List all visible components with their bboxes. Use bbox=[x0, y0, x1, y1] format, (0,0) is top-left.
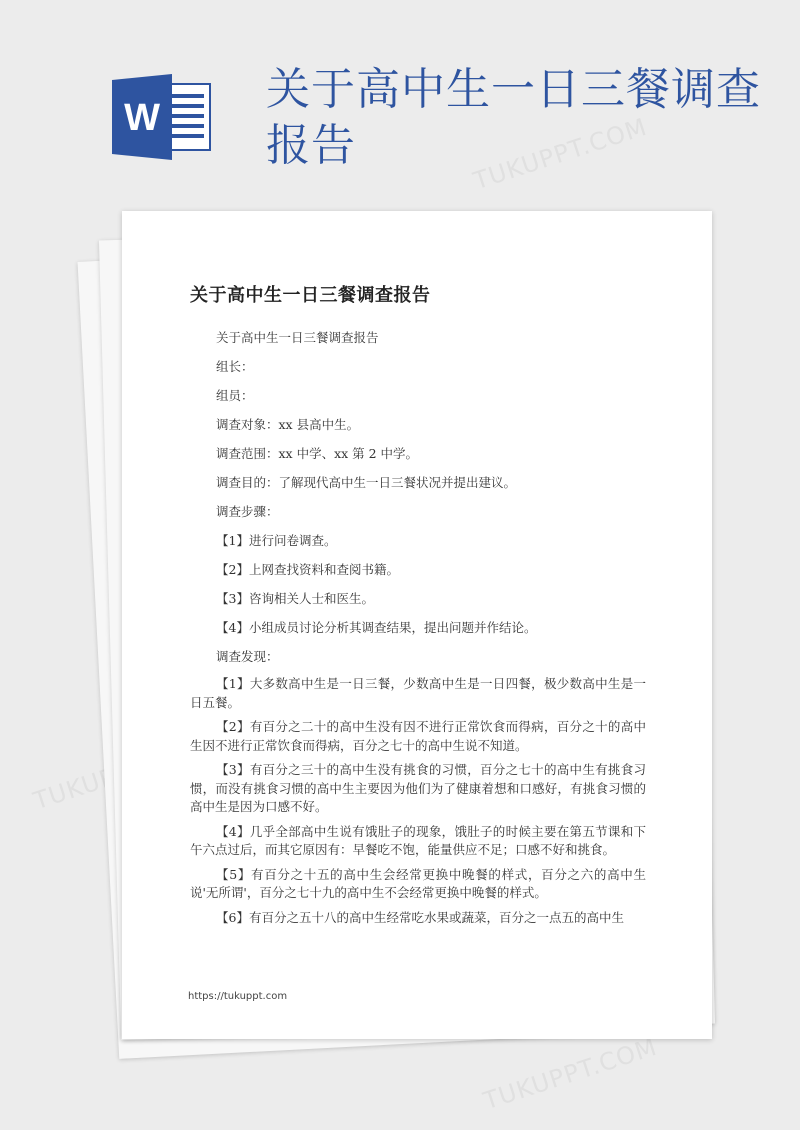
body-line: 【4】小组成员讨论分析其调查结果，提出问题并作结论。 bbox=[216, 620, 537, 635]
document-body bbox=[190, 323, 646, 933]
finding-paragraph: 【4】几乎全部高中生说有饿肚子的现象，饿肚子的时候主要在第五节课和下午六点过后，而其它原因有：早餐吃不饱，能量供应不足；口感不好和挑食。 bbox=[190, 823, 646, 857]
body-line: 【2】上网查找资料和查阅书籍。 bbox=[216, 562, 399, 577]
finding-paragraph: 【2】有百分之二十的高中生没有因不进行正常饮食而得病，百分之十的高中生因不进行正常饮食而得病，百分之七十的高中生说不知道。 bbox=[190, 719, 646, 753]
finding-paragraph: 【1】大多数高中生是一日三餐，少数高中生是一日四餐，极少数高中生是一日五餐。 bbox=[190, 676, 646, 710]
body-line: 调查对象：xx 县高中生。 bbox=[216, 417, 360, 432]
body-line: 关于高中生一日三餐调查报告 bbox=[216, 330, 379, 345]
finding-paragraph: 【6】有百分之五十八的高中生经常吃水果或蔬菜，百分之一点五的高中生 bbox=[216, 909, 624, 925]
document-page bbox=[122, 211, 712, 1039]
finding-paragraph: 【5】有百分之十五的高中生会经常更换中晚餐的样式，百分之六的高中生说'无所谓'，百分之七十九的高中生不会经常更换中晚餐的样式。 bbox=[190, 866, 646, 900]
svg-text:W: W bbox=[124, 97, 160, 139]
body-line: 【1】进行问卷调查。 bbox=[216, 533, 337, 548]
page-title: 关于高中生一日三餐调查报告 bbox=[266, 64, 761, 171]
word-document-icon bbox=[112, 74, 212, 160]
body-line: 组员： bbox=[216, 388, 254, 403]
body-line: 组长： bbox=[216, 359, 254, 374]
body-line: 调查发现： bbox=[216, 649, 279, 664]
body-line: 调查范围：xx 中学、xx 第 2 中学。 bbox=[216, 446, 419, 461]
finding-paragraph: 【3】有百分之三十的高中生没有挑食的习惯，百分之七十的高中生有挑食习惯，而没有挑食习惯的高中生主要因为他们为了健康着想和口感好，有挑食习惯的高中生是因为口感不好。 bbox=[190, 762, 646, 814]
document-title: 关于高中生一日三餐调查报告 bbox=[190, 285, 431, 306]
body-line: 调查目的：了解现代高中生一日三餐状况并提出建议。 bbox=[216, 475, 517, 490]
footer-link[interactable]: https://tukuppt.com bbox=[188, 991, 288, 1002]
body-line: 调查步骤： bbox=[216, 504, 279, 519]
body-line: 【3】咨询相关人士和医生。 bbox=[216, 591, 374, 606]
